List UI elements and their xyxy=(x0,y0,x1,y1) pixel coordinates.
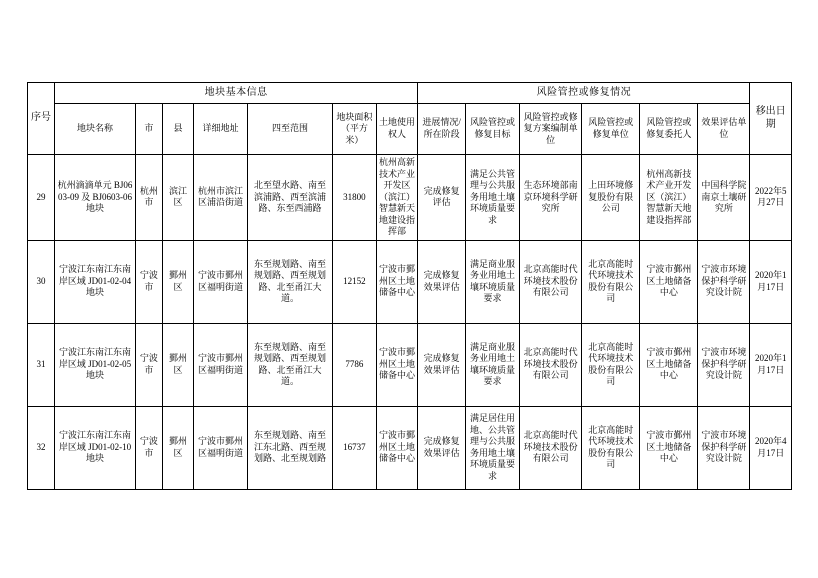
cell-county: 鄞州区 xyxy=(162,323,193,406)
header-fix-unit: 风险管控或修复单位 xyxy=(582,104,640,155)
cell-progress: 完成修复效果评估 xyxy=(418,406,466,489)
cell-fix-unit: 北京高能时代环境技术股份有限公司 xyxy=(582,323,640,406)
header-county: 县 xyxy=(162,104,193,155)
cell-target: 满足商业服务业用地土壤环境质量要求 xyxy=(466,240,520,323)
table-body xyxy=(28,155,792,490)
cell-seq: 31 xyxy=(28,323,55,406)
cell-seq: 32 xyxy=(28,406,55,489)
cell-progress: 完成修复效果评估 xyxy=(418,323,466,406)
table-row xyxy=(28,406,792,489)
cell-county: 滨江区 xyxy=(162,155,193,241)
cell-area: 31800 xyxy=(333,155,377,241)
header-target: 风险管控或修复目标 xyxy=(466,104,520,155)
cell-range: 东至规划路、南至规划路、西至规划路、北至甬江大道。 xyxy=(248,240,333,323)
cell-target: 满足商业服务业用地土壤环境质量要求 xyxy=(466,323,520,406)
cell-fix-unit: 北京高能时代环境技术股份有限公司 xyxy=(582,240,640,323)
cell-address: 宁波市鄞州区福明街道 xyxy=(194,240,248,323)
cell-assess-unit: 宁波市环境保护科学研究设计院 xyxy=(698,406,750,489)
cell-seq: 29 xyxy=(28,155,55,241)
header-address: 详细地址 xyxy=(194,104,248,155)
cell-progress: 完成修复评估 xyxy=(418,155,466,241)
cell-out-date: 2020年1月17日 xyxy=(750,323,792,406)
cell-seq: 30 xyxy=(28,240,55,323)
header-group-basic-info: 地块基本信息 xyxy=(54,83,417,104)
cell-city: 杭州市 xyxy=(135,155,162,241)
cell-address: 宁波市鄞州区福明街道 xyxy=(194,406,248,489)
header-out-date: 移出日期 xyxy=(750,83,792,155)
table-row xyxy=(28,240,792,323)
cell-progress: 完成修复效果评估 xyxy=(418,240,466,323)
cell-name: 宁波江东南江东南岸区域 JD01-02-10 地块 xyxy=(54,406,135,489)
cell-range: 东至规划路、南至规划路、西至规划路、北至甬江大道。 xyxy=(248,323,333,406)
cell-plan-unit: 北京高能时代环境技术股份有限公司 xyxy=(519,323,581,406)
table-container xyxy=(27,82,792,490)
header-row-groups xyxy=(28,83,792,104)
cell-name: 杭州滴滴单元 BJ0603-09 及 BJ0603-06 地块 xyxy=(54,155,135,241)
header-city: 市 xyxy=(135,104,162,155)
header-row-columns xyxy=(28,104,792,155)
cell-name: 宁波江东南江东南岸区域 JD01-02-04 地块 xyxy=(54,240,135,323)
cell-county: 鄞州区 xyxy=(162,406,193,489)
cell-target: 满足居住用地、公共管理与公共服务用地土壤环境质量要求 xyxy=(466,406,520,489)
header-trustee: 风险管控或修复委托人 xyxy=(640,104,698,155)
cell-trustee: 杭州高新技术产业开发区（滨江）智慧新天地建设指挥部 xyxy=(640,155,698,241)
header-group-risk-info: 风险管控或修复情况 xyxy=(418,83,750,104)
header-plan-unit: 风险管控或修复方案编制单位 xyxy=(519,104,581,155)
cell-trustee: 宁波市鄞州区土地储备中心 xyxy=(640,240,698,323)
cell-out-date: 2020年4月17日 xyxy=(750,406,792,489)
cell-target: 满足公共管理与公共服务用地土壤环境质量要求 xyxy=(466,155,520,241)
cell-area: 12152 xyxy=(333,240,377,323)
cell-plan-unit: 北京高能时代环境技术股份有限公司 xyxy=(519,406,581,489)
cell-name: 宁波江东南江东南岸区域 JD01-02-05 地块 xyxy=(54,323,135,406)
cell-plan-unit: 北京高能时代环境技术股份有限公司 xyxy=(519,240,581,323)
cell-assess-unit: 宁波市环境保护科学研究设计院 xyxy=(698,323,750,406)
cell-land-right: 宁波市鄞州区土地储备中心 xyxy=(376,406,418,489)
cell-assess-unit: 中国科学院南京土壤研究所 xyxy=(698,155,750,241)
header-progress: 进展情况/所在阶段 xyxy=(418,104,466,155)
cell-plan-unit: 生态环境部南京环境科学研究所 xyxy=(519,155,581,241)
cell-assess-unit: 宁波市环境保护科学研究设计院 xyxy=(698,240,750,323)
cell-out-date: 2020年1月17日 xyxy=(750,240,792,323)
cell-land-right: 宁波市鄞州区土地储备中心 xyxy=(376,240,418,323)
cell-fix-unit: 上田环境修复股份有限公司 xyxy=(582,155,640,241)
cell-trustee: 宁波市鄞州区土地储备中心 xyxy=(640,323,698,406)
table-head xyxy=(28,83,792,155)
header-seq: 序号 xyxy=(28,83,55,155)
header-name: 地块名称 xyxy=(54,104,135,155)
cell-city: 宁波市 xyxy=(135,323,162,406)
cell-land-right: 杭州高新技术产业开发区（滨江）智慧新天地建设指挥部 xyxy=(376,155,418,241)
table-row xyxy=(28,323,792,406)
contaminated-land-table xyxy=(27,82,792,490)
header-area: 地块面积（平方米） xyxy=(333,104,377,155)
cell-trustee: 宁波市鄞州区土地储备中心 xyxy=(640,406,698,489)
cell-address: 杭州市滨江区浦沿街道 xyxy=(194,155,248,241)
cell-address: 宁波市鄞州区福明街道 xyxy=(194,323,248,406)
cell-range: 东至规划路、南至江东北路、西至规划路、北至规划路 xyxy=(248,406,333,489)
cell-out-date: 2022年5月27日 xyxy=(750,155,792,241)
cell-county: 鄞州区 xyxy=(162,240,193,323)
header-land-right: 土地使用权人 xyxy=(376,104,418,155)
header-range: 四至范围 xyxy=(248,104,333,155)
cell-land-right: 宁波市鄞州区土地储备中心 xyxy=(376,323,418,406)
header-assess-unit: 效果评估单位 xyxy=(698,104,750,155)
cell-area: 16737 xyxy=(333,406,377,489)
table-row xyxy=(28,155,792,241)
cell-fix-unit: 北京高能时代环境技术股份有限公司 xyxy=(582,406,640,489)
cell-area: 7786 xyxy=(333,323,377,406)
cell-city: 宁波市 xyxy=(135,240,162,323)
cell-range: 北至望水路、南至滨浦路、西至滨浦路、东至西浦路 xyxy=(248,155,333,241)
cell-city: 宁波市 xyxy=(135,406,162,489)
